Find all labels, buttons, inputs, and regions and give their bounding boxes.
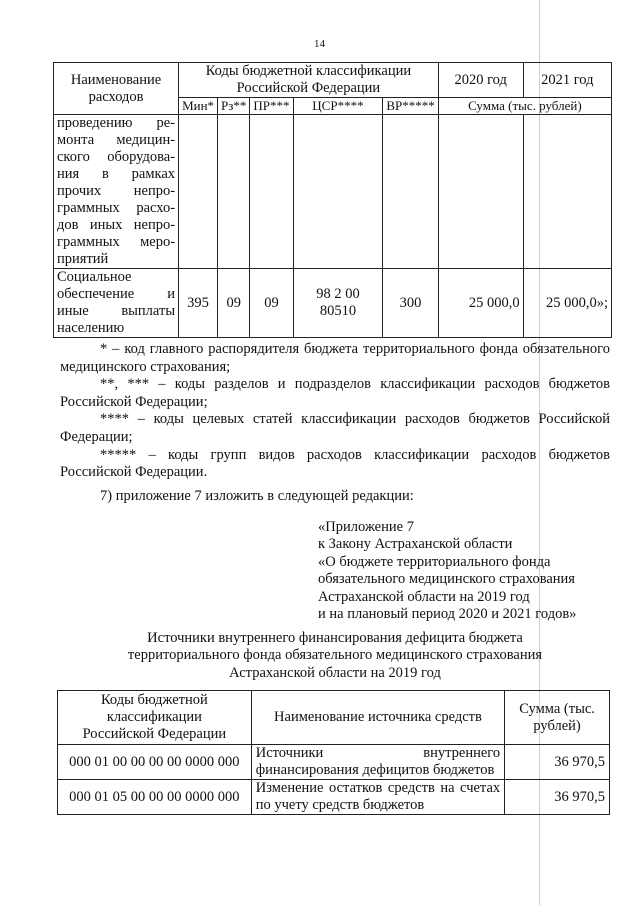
row1-line: граммных меро-	[57, 234, 176, 250]
row-code: 000 01 00 00 00 00 0000 000	[58, 745, 252, 780]
annex-line: «Приложение 7	[318, 519, 414, 535]
row1-line: ния в рамках	[57, 166, 176, 182]
footnote: ***** – коды групп видов расходов классификации расходов бюджетов Российской Федерации.	[60, 446, 610, 481]
header-rz: Рз**	[218, 98, 250, 115]
header-year-2020: 2020 год	[438, 63, 523, 98]
annex-line: Астраханской области на 2019 год	[318, 588, 530, 605]
empty-cell	[250, 115, 293, 269]
row1-line: дов иных непро-	[57, 217, 176, 233]
row2-line: иные выплаты	[57, 303, 176, 319]
row1-line: монта медицин-	[57, 132, 176, 148]
annex-line: обязательного медицинского страхования	[318, 571, 575, 588]
title-line: территориального фонда обязательного медицинского страхования	[127, 647, 543, 664]
row1-line: граммных расхо-	[57, 200, 176, 216]
row-source-name: Изменение остатков средств на счетах по учету средств бюджетов	[251, 780, 504, 815]
row1-line: прочих непро-	[57, 183, 176, 199]
budget-expenses-table	[53, 62, 612, 338]
row-source-name: Источники внутреннего финансирования дефицитов бюджетов	[251, 745, 504, 780]
empty-cell	[383, 115, 438, 269]
annex-line: к Закону Астраханской области	[318, 536, 513, 553]
empty-cell	[179, 115, 218, 269]
empty-cell	[218, 115, 250, 269]
paragraph-7: 7) приложение 7 изложить в следующей редакции:	[100, 488, 414, 504]
table-row	[58, 745, 610, 780]
header-csr: ЦСР****	[293, 98, 383, 115]
header-source-name: Наименование источника средств	[251, 691, 504, 745]
row2-min: 395	[179, 269, 218, 338]
row2-vr: 300	[383, 269, 438, 338]
row1-line: проведению ре-	[57, 115, 176, 131]
row1-expense-name	[54, 115, 179, 269]
table-row	[58, 780, 610, 815]
header-min: Мин*	[179, 98, 218, 115]
annex-header	[318, 519, 576, 623]
row2-sum-2020: 25 000,0	[438, 269, 523, 338]
header-pr: ПР***	[250, 98, 293, 115]
row1-line: приятий	[57, 251, 109, 267]
header-year-2021: 2021 год	[523, 63, 611, 98]
row2-rz: 09	[218, 269, 250, 338]
annex-line: «О бюджете территориального фонда	[318, 553, 551, 570]
header-sum: Сумма (тыс. рублей)	[505, 691, 610, 745]
annex-line: и на плановый период 2020 и 2021 годов»	[318, 606, 577, 623]
row2-pr: 09	[250, 269, 293, 338]
header-sum: Сумма (тыс. рублей)	[438, 98, 611, 115]
row2-line: обеспечение и	[57, 286, 176, 302]
row2-sum-2021: 25 000,0»;	[523, 269, 611, 338]
row2-line: населению	[57, 320, 125, 336]
section-title	[60, 630, 610, 682]
header-expense-name: Наименование расходов	[54, 63, 179, 115]
title-line: Астраханской области на 2019 год	[229, 664, 441, 681]
title-line: Источники внутреннего финансирования дефицита бюджета	[147, 630, 523, 646]
row-code: 000 01 05 00 00 00 0000 000	[58, 780, 252, 815]
footnote: * – код главного распорядителя бюджета территориального фонда обязательного медицинского страхования;	[60, 341, 610, 375]
row-sum: 36 970,5	[505, 780, 610, 815]
row1-line: ского оборудова-	[57, 149, 176, 165]
footnote: **** – коды целевых статей классификации расходов бюджетов Российской Федерации;	[60, 411, 610, 445]
empty-cell	[438, 115, 523, 269]
page-number: 14	[314, 38, 325, 50]
header-vr: ВР*****	[383, 98, 438, 115]
footnote: **, *** – коды разделов и подразделов классификации расходов бюджетов Российской Федерации;	[60, 376, 610, 410]
header-budget-codes: Коды бюджетной классификации Российской Федерации	[179, 63, 439, 98]
row2-expense-name	[54, 269, 179, 338]
footnotes	[60, 341, 610, 482]
row2-line: Социальное	[57, 269, 132, 285]
empty-cell	[523, 115, 611, 269]
header-codes: Коды бюджетной классификации Российской Федерации	[58, 691, 252, 745]
financing-sources-table	[57, 690, 610, 815]
row2-csr: 98 2 00 80510	[293, 269, 383, 338]
row-sum: 36 970,5	[505, 745, 610, 780]
empty-cell	[293, 115, 383, 269]
